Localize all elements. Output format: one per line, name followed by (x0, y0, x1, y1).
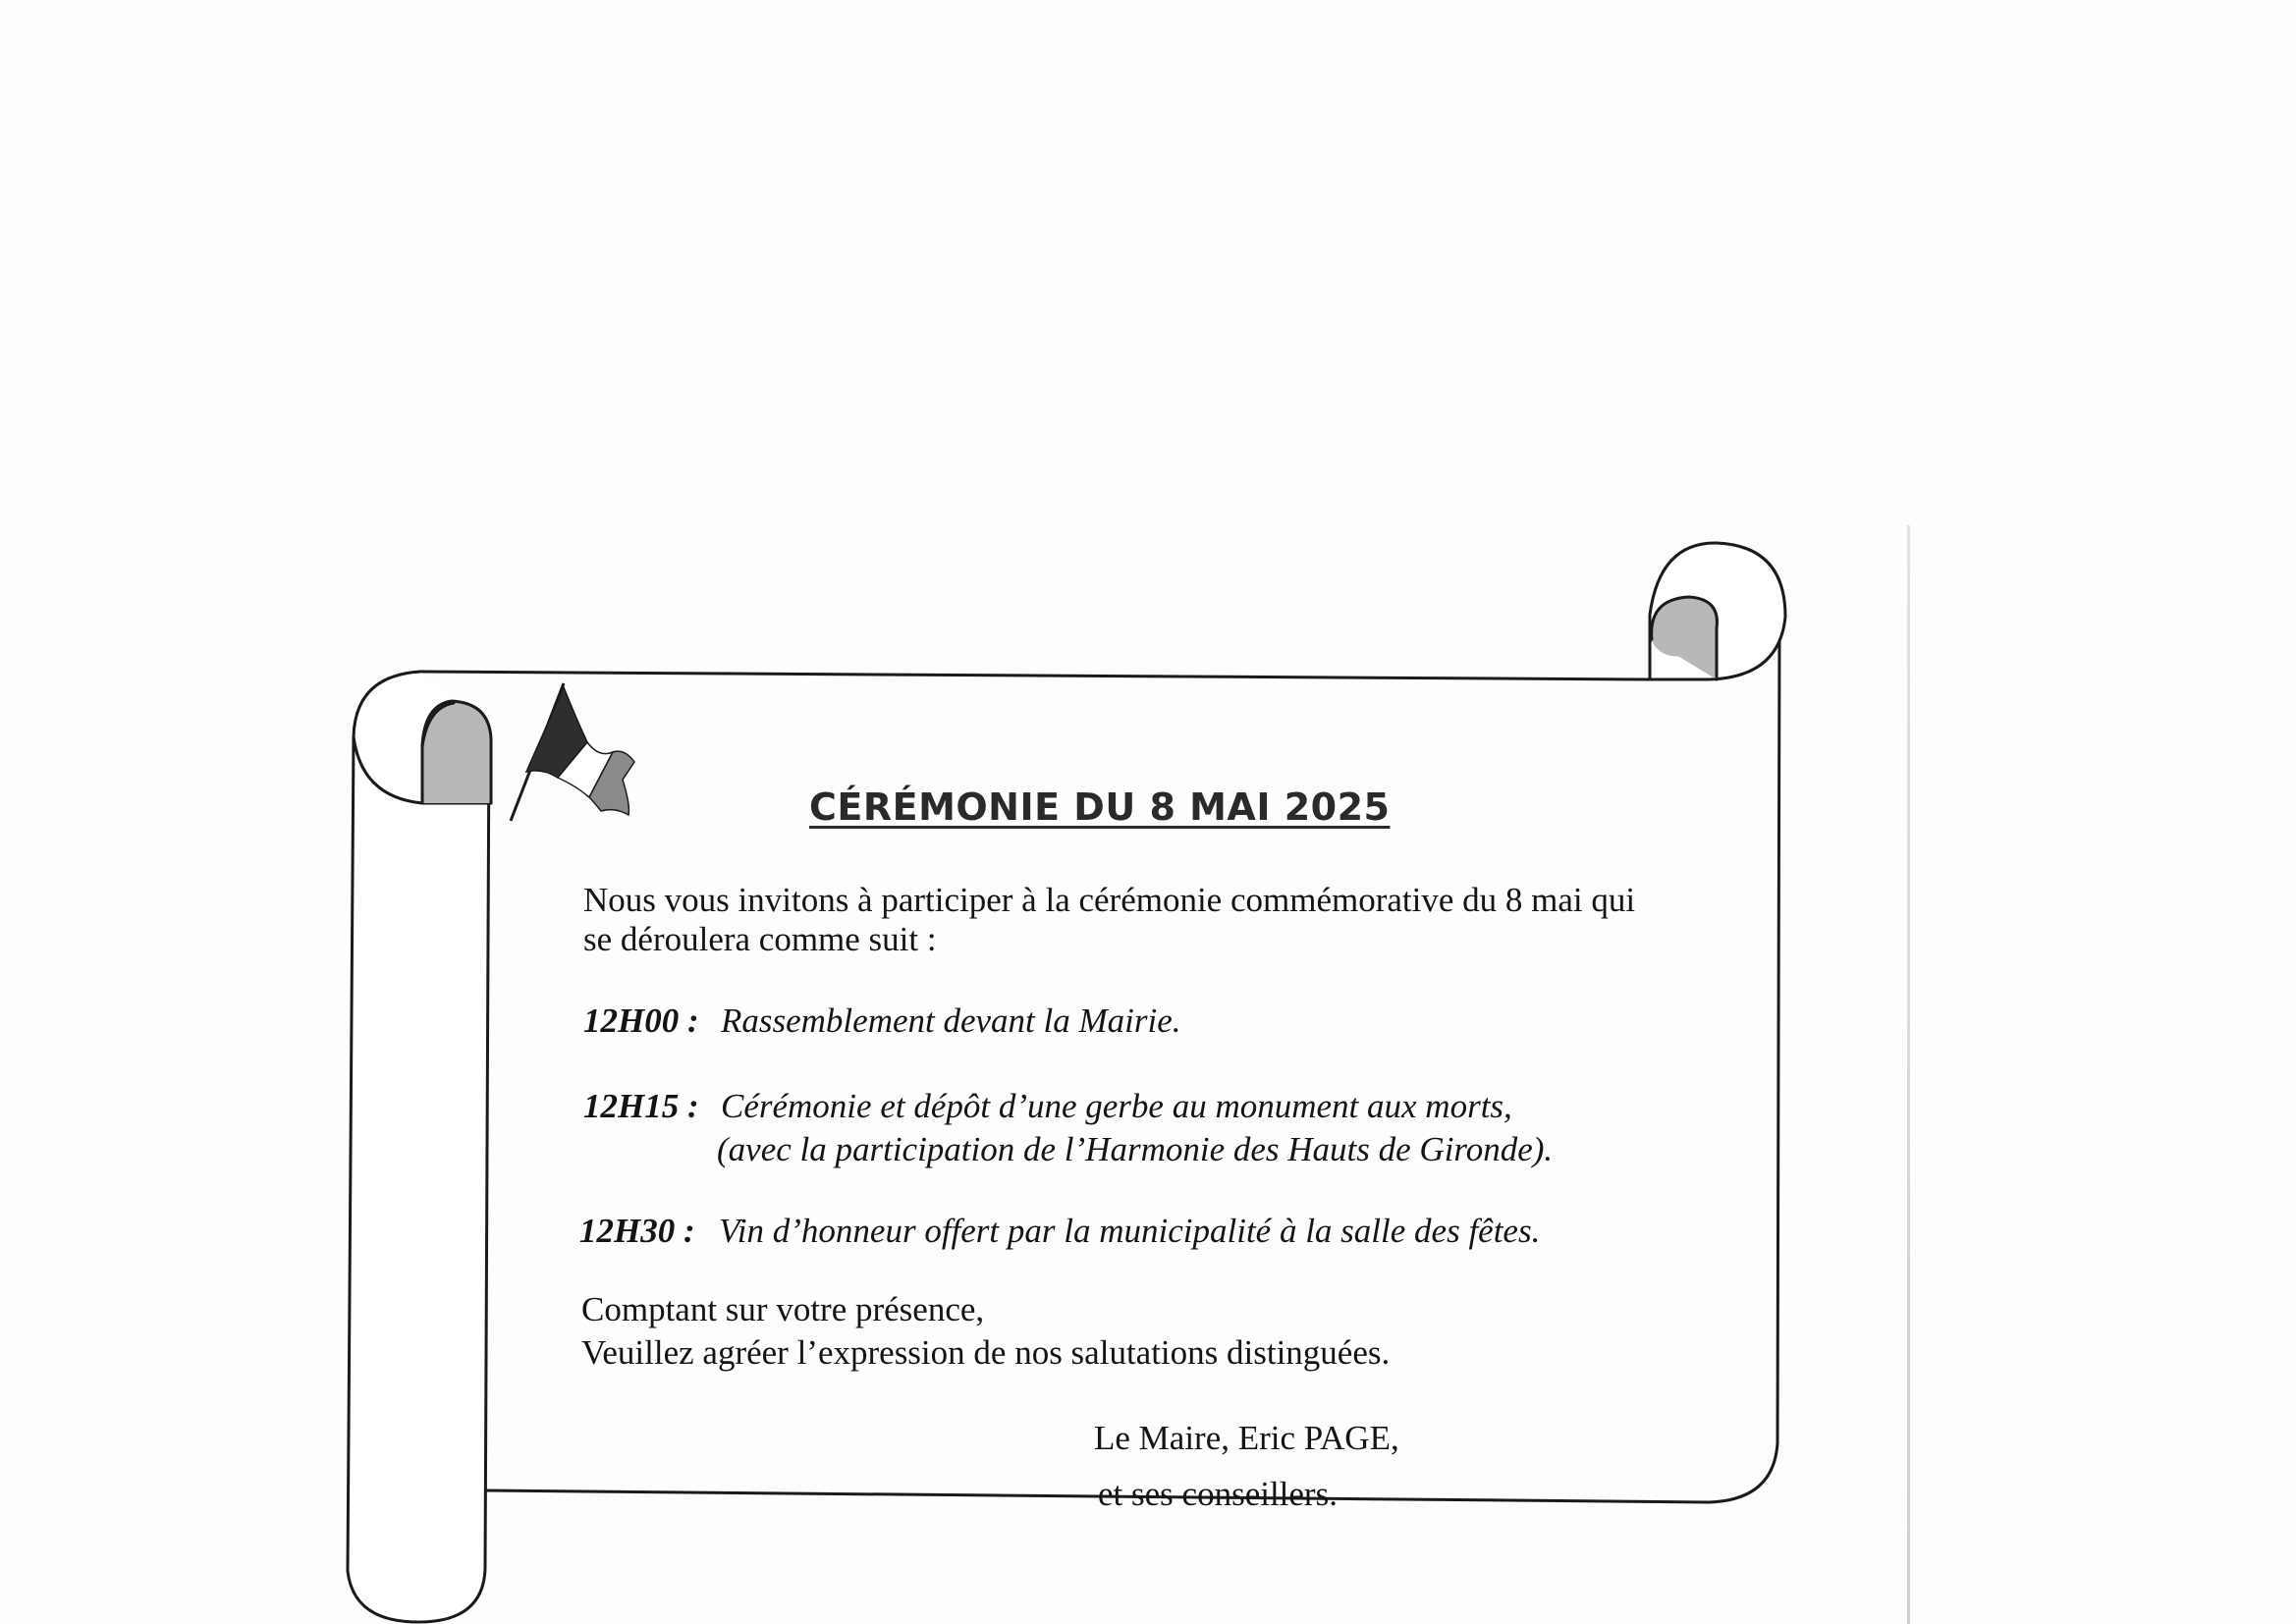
schedule-description: Rassemblement devant la Mairie. (721, 1001, 1181, 1040)
closing-line-1: Comptant sur votre présence, (581, 1290, 985, 1328)
page-title: CÉRÉMONIE DU 8 MAI 2025 (809, 785, 1391, 829)
schedule-description-continued: (avec la participation de l’Harmonie des Hauts de Gironde). (717, 1130, 1554, 1168)
schedule-description: Cérémonie et dépôt d’une gerbe au monument aux morts, (721, 1087, 1512, 1125)
schedule-item-3 (579, 1212, 1540, 1251)
signature-block (1094, 1419, 1399, 1514)
closing-line-2: Veuillez agréer l’expression de nos salutations distinguées. (581, 1333, 1391, 1372)
intro-paragraph (583, 881, 1762, 959)
schedule-item-1 (583, 1001, 1181, 1041)
closing-paragraph (581, 1290, 1390, 1373)
schedule-item-2 (583, 1087, 1553, 1169)
schedule-time: 12H30 : (579, 1212, 695, 1250)
schedule-description: Vin d’honneur offert par la municipalité à la salle des fêtes. (719, 1212, 1541, 1250)
signature-line-2: et ses conseillers. (1098, 1475, 1338, 1513)
intro-line-2: se déroulera comme suit : (583, 920, 937, 958)
schedule-time: 12H15 : (583, 1087, 699, 1125)
signature-line-1: Le Maire, Eric PAGE, (1094, 1419, 1399, 1457)
intro-line-1: Nous vous invitons à participer à la cérémonie commémorative du 8 mai qui (583, 881, 1636, 919)
schedule-time: 12H00 : (583, 1001, 699, 1040)
